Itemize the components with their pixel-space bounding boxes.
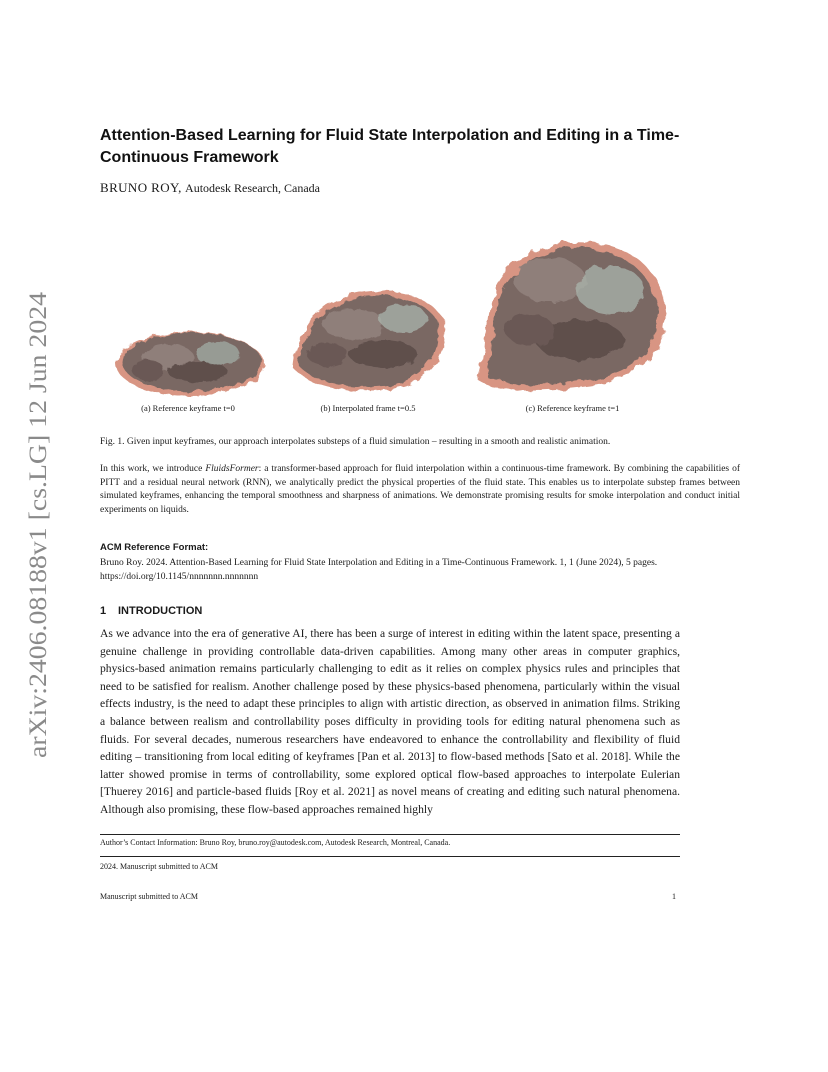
figure-caption: Fig. 1. Given input keyframes, our approach interpolates substeps of a fluid simulation – resulting in a smooth and realistic animation. (100, 437, 611, 447)
arxiv-stamp-text: arXiv:2406.08188v1 [cs.LG] 12 Jun 2024 (25, 338, 52, 758)
acm-reference-text: Bruno Roy. 2024. Attention-Based Learning for Fluid State Interpolation and Editing in a Time-Continuous Framework. 1, 1 (June 2024), 5 pages. https://doi.org/10.1145/nnnnnnn.nnnnnnn (100, 558, 658, 582)
page-number: 1 (672, 892, 676, 901)
arxiv-stamp (20, 290, 56, 760)
paper-title: Attention-Based Learning for Fluid State Interpolation and Editing in a Time-Continuous Framework (100, 127, 680, 166)
acm-reference-heading: ACM Reference Format: (100, 542, 209, 553)
method-name: FluidsFormer (205, 464, 259, 474)
section-title: INTRODUCTION (118, 605, 203, 617)
smoke-image-c (470, 230, 675, 400)
subcaption-b: (b) Interpolated frame t=0.5 (320, 403, 416, 413)
section-number: 1 (100, 605, 107, 617)
smoke-image-a (108, 318, 268, 400)
footnote-rule-top (100, 834, 680, 835)
contact-information: Author’s Contact Information: Bruno Roy, bruno.roy@autodesk.com, Autodesk Research, Montreal, Canada. (100, 838, 451, 847)
running-footer: Manuscript submitted to ACM (100, 892, 198, 901)
footnote-rule-bottom (100, 856, 680, 857)
subcaption-a: (a) Reference keyframe t=0 (141, 403, 235, 413)
author-line (100, 180, 320, 196)
introduction-body: As we advance into the era of generative AI, there has been a surge of interest in editing within the latent space, presenting a genuine challenge in providing controllable data-driven capabilities. Among many other areas in computer graphics, physics-based animation remains particularly challenging to edit as it relies on complex physics rules and principles that need to be satisfied for realism. Another challenge posed by these physics-based phenomena, particularly within the visual effects industry, is the need to adapt these principles to align with artistic direction, as observed in animation films. Striking a balance between realism and controllability poses difficulty in providing tools for editing natural phenomena such as fluids. For several decades, numerous researchers have endeavored to enhance the controllability and flexibility of fluid editing – transitioning from local editing of keyframes [Pan et al. 2013] to flow-based methods [Sato et al. 2018]. While the latter showed promise in terms of controllability, some explored optical flow-based approaches to interpolate Eulerian [Thuerey 2016] and particle-based fluids [Roy et al. 2021] as novel means of creating and editing such natural phenomena. Although also promising, these flow-based approaches remained highly (100, 627, 680, 816)
abstract-rest: : a transformer-based approach for fluid interpolation within a continuous-time framework. By combining the capabilities of PITT and a residual neural network (RNN), we analytically predict the physical properties of the fluid state. This enables us to interpolate substep frames between simulated keyframes, enhancing the temporal smoothness and sharpness of animations. We demonstrate promising results for smoke interpolation and conduct initial experiments on liquids. (100, 464, 740, 515)
manuscript-note: 2024. Manuscript submitted to ACM (100, 862, 218, 871)
subcaption-c: (c) Reference keyframe t=1 (525, 403, 620, 413)
abstract-intro: In this work, we introduce (100, 464, 206, 474)
smoke-image-b (283, 278, 453, 400)
author-affiliation: Autodesk Research, Canada (185, 181, 320, 195)
abstract (100, 463, 740, 517)
author-name: BRUNO ROY, (100, 180, 182, 195)
section-heading (100, 605, 202, 617)
